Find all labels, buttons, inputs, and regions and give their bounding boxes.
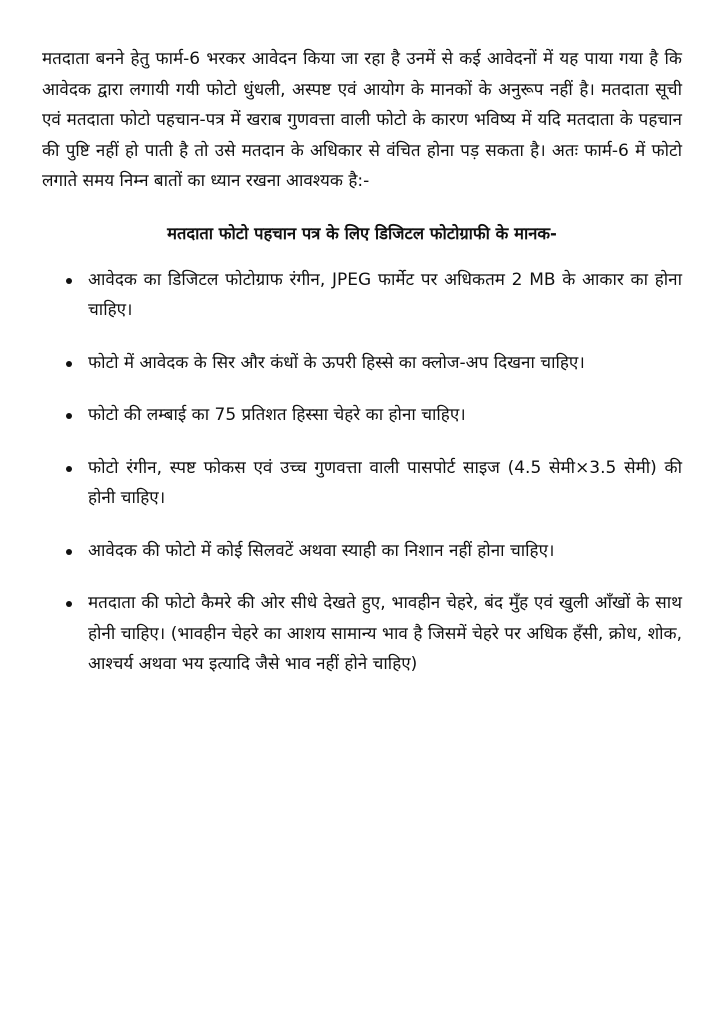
- bullet-icon: [66, 466, 72, 472]
- bullet-icon: [66, 601, 72, 607]
- intro-paragraph: मतदाता बनने हेतु फार्म-6 भरकर आवेदन किया जा रहा है उनमें से कई आवेदनों में यह पाया गया है कि आवेदक द्वारा लगायी गयी फोटो धुंधली, अस्पष्ट एवं आयोग के मानकों के अनुरूप नहीं है। मतदाता सूची एवं मतदाता फोटो पहचान-पत्र में खराब गुणवत्ता वाली फोटो के कारण भविष्य में यदि मतदाता के पहचान की पुष्टि नहीं हो पाती है तो उसे मतदान के अधिकार से वंचित होना पड़ सकता है। अतः फार्म-6 में फोटो लगाते समय निम्न बातों का ध्यान रखना आवश्यक है:-: [42, 49, 682, 191]
- list-item-text: आवेदक की फोटो में कोई सिलवटें अथवा स्याही का निशान नहीं होना चाहिए।: [88, 540, 555, 561]
- section-heading: मतदाता फोटो पहचान पत्र के लिए डिजिटल फोटोग्राफी के मानक-: [167, 223, 557, 243]
- list-item: [42, 265, 682, 326]
- list-item: [42, 400, 682, 431]
- list-item: [42, 453, 682, 514]
- document-page: [42, 44, 682, 702]
- list-item-text: फोटो में आवेदक के सिर और कंधों के ऊपरी हिस्से का क्लोज-अप दिखना चाहिए।: [88, 352, 585, 373]
- bullet-icon: [66, 549, 72, 555]
- list-item-text: मतदाता की फोटो कैमरे की ओर सीधे देखते हुए, भावहीन चेहरे, बंद मुँह एवं खुली आँखों के साथ होनी चाहिए। (भावहीन चेहरे का आशय सामान्य भाव है जिसमें चेहरे पर अधिक हँसी, क्रोध, शोक, आश्चर्य अथवा भय इत्यादि जैसे भाव नहीं होने चाहिए): [88, 593, 682, 674]
- list-item-text: फोटो की लम्बाई का 75 प्रतिशत हिस्सा चेहरे का होना चाहिए।: [88, 405, 466, 425]
- standards-list: [42, 265, 682, 680]
- list-item: [42, 536, 682, 567]
- list-item: [42, 588, 682, 680]
- bullet-icon: [66, 361, 72, 367]
- list-item-text: फोटो रंगीन, स्पष्ट फोकस एवं उच्च गुणवत्ता वाली पासपोर्ट साइज (4.5 सेमी×3.5 सेमी) की होनी चाहिए।: [88, 457, 682, 508]
- bullet-icon: [66, 278, 72, 284]
- bullet-icon: [66, 413, 72, 419]
- list-item: [42, 348, 682, 379]
- list-item-text: आवेदक का डिजिटल फोटोग्राफ रंगीन, JPEG फार्मेट पर अधिकतम 2 MB के आकार का होना चाहिए।: [88, 269, 682, 320]
